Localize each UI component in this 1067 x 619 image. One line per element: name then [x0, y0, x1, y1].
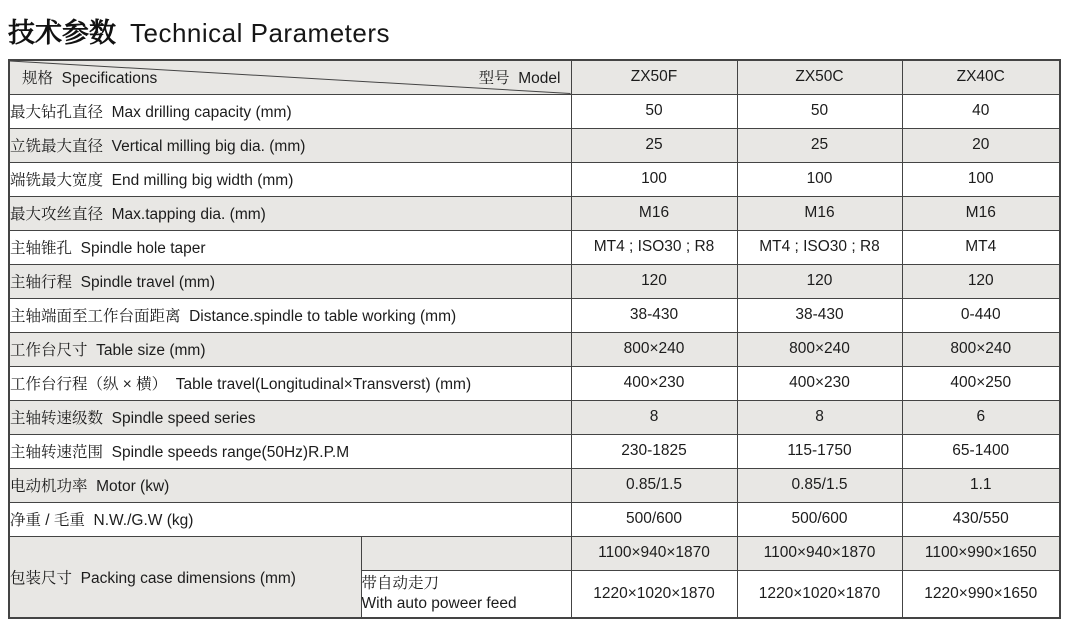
value-cell: 1100×940×1870 [737, 536, 902, 570]
row-label: 主轴转速范围 Spindle speeds range(50Hz)R.P.M [9, 434, 571, 468]
row-label: 电动机功率 Motor (kw) [9, 468, 571, 502]
row-label: 主轴行程 Spindle travel (mm) [9, 264, 571, 298]
model-header-label: 型号 Model [478, 70, 561, 88]
value-cell: 38-430 [737, 298, 902, 332]
value-cell: 430/550 [902, 502, 1060, 536]
model-column-header: ZX40C [902, 60, 1060, 94]
value-cell: 38-430 [571, 298, 737, 332]
value-cell: 40 [902, 94, 1060, 128]
header-row [9, 60, 1060, 94]
row-label: 工作台尺寸 Table size (mm) [9, 332, 571, 366]
value-cell: 400×230 [571, 366, 737, 400]
value-cell: M16 [902, 196, 1060, 230]
value-cell: 800×240 [737, 332, 902, 366]
value-cell: 50 [737, 94, 902, 128]
table-row [9, 264, 1060, 298]
row-label: 主轴转速级数 Spindle speed series [9, 400, 571, 434]
value-cell: 0.85/1.5 [737, 468, 902, 502]
packing-row [9, 536, 1060, 570]
value-cell: 800×240 [902, 332, 1060, 366]
value-cell: 1220×990×1650 [902, 570, 1060, 618]
page-title [0, 0, 1067, 50]
table-row [9, 196, 1060, 230]
row-label: 最大攻丝直径 Max.tapping dia. (mm) [9, 196, 571, 230]
packing-sub-label-zh: 带自动走刀 [361, 574, 440, 592]
packing-sub-label-en: With auto poweer feed [361, 594, 517, 612]
technical-parameters-table [8, 59, 1061, 619]
table-row [9, 94, 1060, 128]
packing-sub-label-empty [361, 536, 571, 570]
value-cell: 800×240 [571, 332, 737, 366]
row-label: 主轴端面至工作台面距离 Distance.spindle to table working (mm) [9, 298, 571, 332]
model-column-header: ZX50F [571, 60, 737, 94]
table-row [9, 332, 1060, 366]
value-cell: 120 [902, 264, 1060, 298]
table-row [9, 434, 1060, 468]
table-row [9, 230, 1060, 264]
spec-table-body [9, 60, 1060, 618]
value-cell: 100 [571, 162, 737, 196]
value-cell: 20 [902, 128, 1060, 162]
table-row [9, 400, 1060, 434]
value-cell: MT4 ; ISO30 ; R8 [737, 230, 902, 264]
value-cell: 1220×1020×1870 [737, 570, 902, 618]
value-cell: 50 [571, 94, 737, 128]
packing-sub-label [361, 570, 571, 618]
value-cell: 500/600 [737, 502, 902, 536]
model-column-header: ZX50C [737, 60, 902, 94]
value-cell: 230-1825 [571, 434, 737, 468]
row-label: 主轴锥孔 Spindle hole taper [9, 230, 571, 264]
row-label: 最大钻孔直径 Max drilling capacity (mm) [9, 94, 571, 128]
value-cell: 0-440 [902, 298, 1060, 332]
value-cell: 1220×1020×1870 [571, 570, 737, 618]
row-label: 净重 / 毛重 N.W./G.W (kg) [9, 502, 571, 536]
packing-label: 包装尺寸 Packing case dimensions (mm) [9, 536, 361, 618]
value-cell: 400×230 [737, 366, 902, 400]
value-cell: 8 [737, 400, 902, 434]
title-zh: 技术参数 [8, 18, 116, 48]
table-row [9, 366, 1060, 400]
row-label: 端铣最大宽度 End milling big width (mm) [9, 162, 571, 196]
value-cell: MT4 [902, 230, 1060, 264]
value-cell: 0.85/1.5 [571, 468, 737, 502]
value-cell: 400×250 [902, 366, 1060, 400]
value-cell: 25 [737, 128, 902, 162]
table-row [9, 162, 1060, 196]
value-cell: 1100×990×1650 [902, 536, 1060, 570]
table-row [9, 298, 1060, 332]
value-cell: 100 [737, 162, 902, 196]
value-cell: 8 [571, 400, 737, 434]
title-en: Technical Parameters [130, 18, 390, 48]
value-cell: M16 [737, 196, 902, 230]
table-row [9, 502, 1060, 536]
value-cell: 120 [737, 264, 902, 298]
spec-model-header-cell [9, 60, 571, 94]
table-row [9, 128, 1060, 162]
value-cell: 25 [571, 128, 737, 162]
value-cell: 500/600 [571, 502, 737, 536]
spec-header-label: 规格 Specifications [22, 70, 158, 88]
value-cell: 115-1750 [737, 434, 902, 468]
value-cell: 1.1 [902, 468, 1060, 502]
value-cell: 1100×940×1870 [571, 536, 737, 570]
row-label: 立铣最大直径 Vertical milling big dia. (mm) [9, 128, 571, 162]
value-cell: 6 [902, 400, 1060, 434]
row-label: 工作台行程（纵 × 横） Table travel(Longitudinal×Transverst) (mm) [9, 366, 571, 400]
value-cell: 120 [571, 264, 737, 298]
value-cell: MT4 ; ISO30 ; R8 [571, 230, 737, 264]
table-row [9, 468, 1060, 502]
value-cell: M16 [571, 196, 737, 230]
value-cell: 100 [902, 162, 1060, 196]
value-cell: 65-1400 [902, 434, 1060, 468]
